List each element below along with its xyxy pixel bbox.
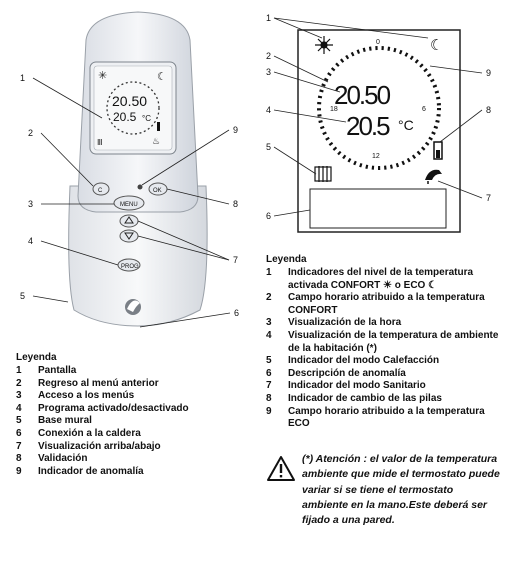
remote-callout-8: 8	[233, 199, 239, 209]
remote-callout-7: 7	[233, 255, 239, 265]
screen-tap-icon: ♨	[152, 136, 161, 146]
remote-illustration	[0, 0, 260, 340]
warning-text: (*) Atención : el valor de la temperatura ambiente que mide el termostato puede variar si se tiene el termostato ambiente en la mano.Este deberá ser fijado a una pared.	[302, 453, 500, 527]
svg-text:C: C	[98, 188, 103, 194]
screen-temp-top: 20.50	[112, 93, 148, 109]
legend-right-item: 7 Indicador del modo Sanitario	[266, 380, 426, 392]
dial-tick-6: 6	[422, 106, 426, 113]
legend-left-item: 7 Visualización arriba/abajo	[16, 440, 161, 452]
svg-text:MENU: MENU	[120, 202, 138, 208]
screen-unit: °C	[142, 114, 151, 123]
legend-right-item: 8 Indicador de cambio de las pilas	[266, 392, 442, 404]
display-callout-3: 3	[266, 67, 272, 77]
btn-c[interactable]	[93, 183, 109, 195]
display-callout-9: 9	[486, 68, 492, 78]
remote-callout-2: 2	[28, 128, 34, 138]
dial-tick-18: 18	[330, 106, 338, 113]
display-callout-2: 2	[266, 51, 272, 61]
legend-left-item: 6 Conexión a la caldera	[16, 427, 141, 439]
display-callout-5: 5	[266, 142, 272, 152]
display-callout-4: 4	[266, 105, 272, 115]
display-callout-7: 7	[486, 193, 492, 203]
legend-right-item: 6 Descripción de anomalía	[266, 367, 406, 379]
legend-left-title: Leyenda	[16, 352, 57, 363]
remote-callout-3: 3	[28, 199, 34, 209]
dial-tick-12: 12	[372, 153, 380, 160]
legend-right-list	[266, 267, 502, 431]
remote-callout-1: 1	[20, 73, 26, 83]
warning-icon	[266, 455, 296, 483]
screen-sun-icon: ✳	[98, 70, 108, 82]
screen-moon-icon: ☾	[157, 71, 167, 83]
display-callout-8: 8	[486, 105, 492, 115]
display-temp-top: 20.50	[334, 80, 390, 110]
svg-text:OK: OK	[153, 188, 162, 194]
btn-menu[interactable]	[114, 196, 144, 210]
legend-right-item: 9 Campo horario atribuido a la temperatura ECO	[266, 405, 485, 430]
brand-logo-icon	[125, 299, 141, 315]
legend-left-item: 8 Validación	[16, 453, 88, 465]
display-callout-6: 6	[266, 211, 272, 221]
screen-battery-icon	[157, 122, 160, 131]
btn-ok[interactable]	[149, 183, 167, 195]
legend-left-list	[16, 365, 246, 478]
dial-tick-0: 0	[376, 39, 380, 46]
remote-callout-6: 6	[234, 308, 240, 318]
legend-left-item: 1 Pantalla	[16, 365, 77, 376]
legend-right-item: 5 Indicador del modo Calefacción	[266, 355, 440, 367]
svg-text:PROG: PROG	[121, 264, 139, 270]
legend-left-item: 3 Acceso a los menús	[16, 390, 135, 402]
legend-right-title: Leyenda	[266, 254, 307, 265]
screen-heat-icon: Ⅲ	[97, 138, 103, 147]
remote-callout-9: 9	[233, 125, 239, 135]
display-unit: °C	[398, 117, 414, 133]
remote-callout-4: 4	[28, 236, 34, 246]
remote-callout-5: 5	[20, 291, 26, 301]
btn-down[interactable]	[120, 230, 138, 242]
display-temp-bottom: 20.5	[346, 111, 389, 141]
legend-right-item: 4 Visualización de la temperatura de ambiente de la habitación (*)	[266, 329, 499, 354]
display-callout-1: 1	[266, 13, 272, 23]
btn-up[interactable]	[120, 215, 138, 227]
legend-right-item: 2 Campo horario atribuido a la temperatura CONFORT	[266, 292, 485, 316]
legend-right-item: 3 Visualización de la hora	[266, 317, 402, 329]
moon-icon: ☾	[430, 37, 444, 54]
anomaly-box	[310, 189, 446, 228]
display-diagram	[258, 0, 508, 248]
anomaly-led	[138, 185, 143, 190]
legend-left-item: 4 Programa activado/desactivado	[16, 402, 189, 414]
legend-right-item: 1 Indicadores del nivel de la temperatura activada CONFORT ☀ o ECO ☾	[266, 267, 474, 291]
legend-left-item: 9 Indicador de anomalía	[16, 465, 144, 477]
screen-temp-bottom: 20.5	[113, 110, 137, 124]
btn-prog[interactable]	[118, 259, 140, 271]
legend-left-item: 5 Base mural	[16, 415, 92, 427]
legend-left-item: 2 Regreso al menú anterior	[16, 377, 159, 389]
